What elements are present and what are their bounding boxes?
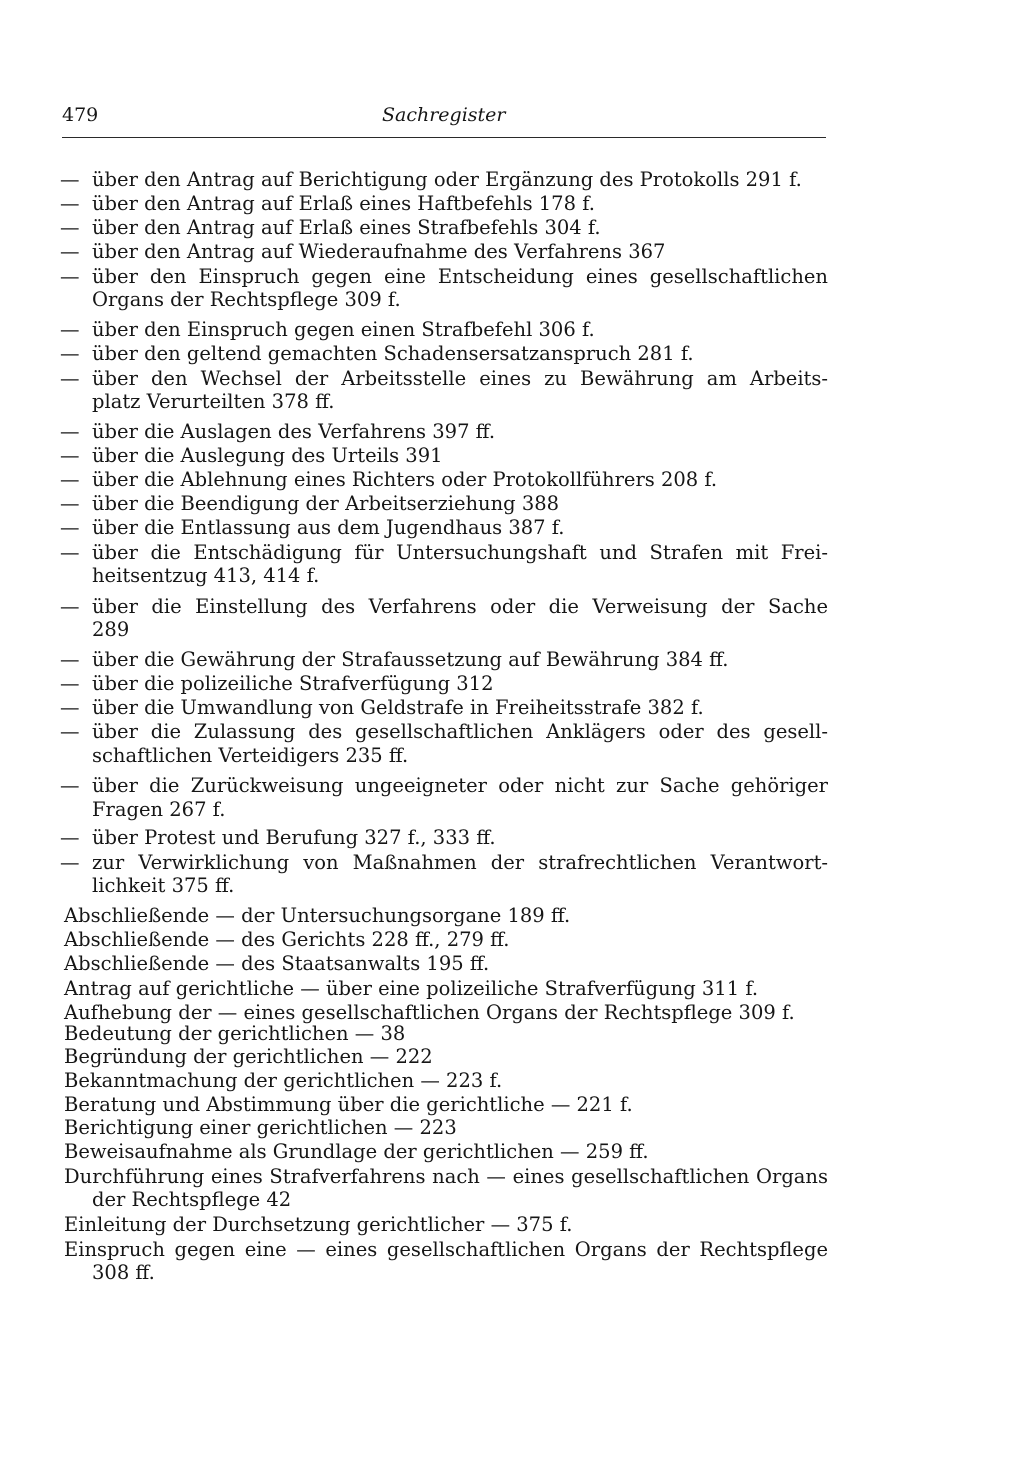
index-entry-continuation: Fragen 267 f. — [92, 798, 226, 821]
entry-dash: — — [60, 516, 80, 539]
entry-dash: — — [60, 774, 80, 797]
index-entry-line: über die Ablehnung eines Richters oder Protokollführers 208 f. — [92, 468, 718, 491]
index-entry-continuation: platz Verurteilten 378 ff. — [92, 390, 335, 413]
index-entry-line: über die Entschädigung für Untersuchungshaft und Strafen mit Frei- — [92, 541, 828, 564]
entry-dash: — — [60, 648, 80, 671]
index-entry-line: über den Antrag auf Berichtigung oder Ergänzung des Protokolls 291 f. — [92, 168, 802, 191]
entry-dash: — — [60, 240, 80, 263]
entry-dash: — — [60, 342, 80, 365]
index-entry-line: Einleitung der Durchsetzung gerichtlicher — 375 f. — [64, 1213, 573, 1236]
index-entry-line: Bekanntmachung der gerichtlichen — 223 f. — [64, 1069, 503, 1092]
entry-dash: — — [60, 696, 80, 719]
index-entry-line: über den Antrag auf Wiederaufnahme des Verfahrens 367 — [92, 240, 666, 263]
entry-dash: — — [60, 541, 80, 564]
entry-dash: — — [60, 444, 80, 467]
index-entry-line: über den geltend gemachten Schadensersatzanspruch 281 f. — [92, 342, 694, 365]
page-number: 479 — [62, 104, 99, 126]
index-entry-line: über den Antrag auf Erlaß eines Haftbefehls 178 f. — [92, 192, 595, 215]
entry-dash: — — [60, 826, 80, 849]
index-entry-line: Beweisaufnahme als Grundlage der gerichtlichen — 259 ff. — [64, 1140, 649, 1163]
entry-dash: — — [60, 468, 80, 491]
index-entry-line: über Protest und Berufung 327 f., 333 ff. — [92, 826, 496, 849]
index-entry-line: Beratung und Abstimmung über die gerichtliche — 221 f. — [64, 1093, 633, 1116]
index-entry-line: über die Entlassung aus dem Jugendhaus 387 f. — [92, 516, 565, 539]
entry-dash: — — [60, 672, 80, 695]
entry-dash: — — [60, 318, 80, 341]
entry-dash: — — [60, 216, 80, 239]
index-entry-line: über die Auslagen des Verfahrens 397 ff. — [92, 420, 496, 443]
index-entry-line: Abschließende — der Untersuchungsorgane 189 ff. — [64, 904, 571, 927]
index-entry-line: über die Umwandlung von Geldstrafe in Freiheitsstrafe 382 f. — [92, 696, 704, 719]
index-entry-line: über die Beendigung der Arbeitserziehung 388 — [92, 492, 560, 515]
index-entry-line: über den Antrag auf Erlaß eines Strafbefehls 304 f. — [92, 216, 601, 239]
index-entry-line: Begründung der gerichtlichen — 222 — [64, 1045, 433, 1068]
index-entry-continuation: 308 ff. — [92, 1261, 155, 1284]
index-entry-line: über die polizeiliche Strafverfügung 312 — [92, 672, 494, 695]
index-entry-line: zur Verwirklichung von Maßnahmen der strafrechtlichen Verantwort- — [92, 851, 828, 874]
index-entry-line: Bedeutung der gerichtlichen — 38 — [64, 1022, 406, 1045]
index-entry-continuation: schaftlichen Verteidigers 235 ff. — [92, 744, 409, 767]
entry-dash: — — [60, 367, 80, 390]
index-entry-line: über den Wechsel der Arbeitsstelle eines zu Bewährung am Arbeits- — [92, 367, 828, 390]
running-title: Sachregister — [382, 104, 506, 126]
entry-dash: — — [60, 851, 80, 874]
entry-dash: — — [60, 720, 80, 743]
index-entry-line: Berichtigung einer gerichtlichen — 223 — [64, 1116, 457, 1139]
entry-dash: — — [60, 420, 80, 443]
index-entry-continuation: lichkeit 375 ff. — [92, 874, 235, 897]
index-entry-line: über den Einspruch gegen eine Entscheidung eines gesellschaftlichen — [92, 265, 828, 288]
entry-dash: — — [60, 595, 80, 618]
index-entry-continuation: der Rechtspflege 42 — [92, 1188, 292, 1211]
index-entry-line: Abschließende — des Staatsanwalts 195 ff. — [64, 952, 490, 975]
index-entry-line: Aufhebung der — eines gesellschaftlichen Organs der Rechtspflege 309 f. — [64, 1001, 795, 1024]
index-entry-continuation: heitsentzug 413, 414 f. — [92, 564, 320, 587]
entry-dash: — — [60, 265, 80, 288]
index-entry-line: Durchführung eines Strafverfahrens nach — eines gesellschaftlichen Organs — [64, 1165, 828, 1188]
index-entry-line: über die Auslegung des Urteils 391 — [92, 444, 443, 467]
index-entry-line: Abschließende — des Gerichts 228 ff., 279 ff. — [64, 928, 510, 951]
index-entry-line: Einspruch gegen eine — eines gesellschaftlichen Organs der Rechtspflege — [64, 1238, 828, 1261]
index-entry-line: über die Einstellung des Verfahrens oder die Verweisung der Sache — [92, 595, 828, 618]
entry-dash: — — [60, 168, 80, 191]
index-entry-line: über die Gewährung der Strafaussetzung auf Bewährung 384 ff. — [92, 648, 729, 671]
index-entry-continuation: Organs der Rechtspflege 309 f. — [92, 288, 401, 311]
index-entry-line: über den Einspruch gegen einen Strafbefehl 306 f. — [92, 318, 595, 341]
index-entry-line: Antrag auf gerichtliche — über eine polizeiliche Strafverfügung 311 f. — [64, 977, 759, 1000]
index-entry-line: über die Zulassung des gesellschaftlichen Anklägers oder des gesell- — [92, 720, 828, 743]
index-entry-line: über die Zurückweisung ungeeigneter oder nicht zur Sache gehöriger — [92, 774, 828, 797]
entry-dash: — — [60, 492, 80, 515]
index-entry-continuation: 289 — [92, 618, 130, 641]
entry-dash: — — [60, 192, 80, 215]
